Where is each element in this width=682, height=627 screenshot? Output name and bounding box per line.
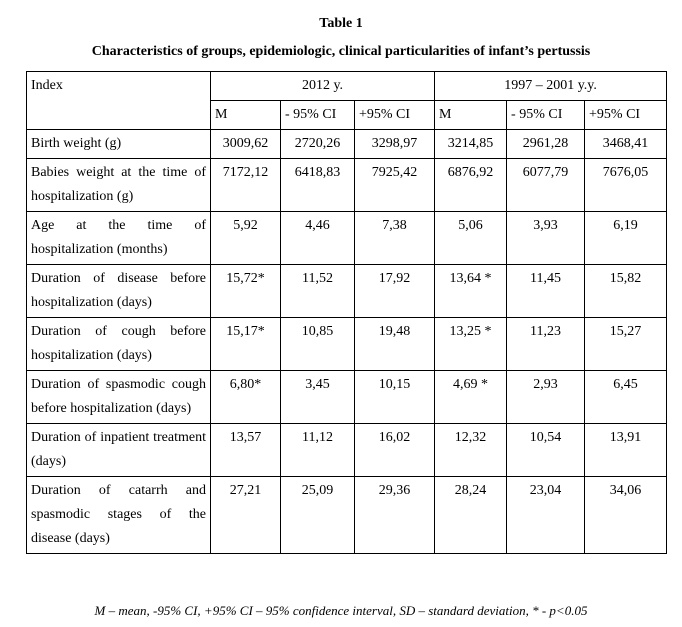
table-row [27,212,667,265]
row-value: 10,15 [355,371,435,424]
row-value: 7925,42 [355,159,435,212]
row-value: 5,92 [211,212,281,265]
header-group-2012: 2012 y. [211,72,435,101]
row-label: Duration of disease before hospitalization (days) [27,265,211,318]
row-value: 3214,85 [435,130,507,159]
row-value: 11,23 [507,318,585,371]
table-footnote: M – mean, -95% CI, +95% CI – 95% confidence interval, SD – standard deviation, * - p<0.05 [94,603,588,618]
row-value: 15,82 [585,265,667,318]
row-value: 13,91 [585,424,667,477]
row-label: Babies weight at the time of hospitalization (g) [27,159,211,212]
table-caption: Characteristics of groups, epidemiologic, clinical particularities of infant’s pertussis [91,44,591,59]
row-value: 29,36 [355,477,435,554]
header-ci-low-1997: - 95% CI [507,101,585,130]
row-value: 6077,79 [507,159,585,212]
row-value: 34,06 [585,477,667,554]
row-value: 15,72* [211,265,281,318]
table-row [27,371,667,424]
row-value: 11,12 [281,424,355,477]
header-group-1997-2001: 1997 – 2001 y.y. [435,72,667,101]
table-body [27,130,667,554]
row-value: 13,57 [211,424,281,477]
row-value: 7,38 [355,212,435,265]
row-value: 3009,62 [211,130,281,159]
header-mean-2012: M [211,101,281,130]
row-value: 10,54 [507,424,585,477]
header-index: Index [27,72,211,130]
row-value: 7172,12 [211,159,281,212]
header-ci-high-1997: +95% CI [585,101,667,130]
header-row-groups [27,72,667,101]
row-value: 6876,92 [435,159,507,212]
row-value: 2720,26 [281,130,355,159]
row-value: 3,93 [507,212,585,265]
row-label: Duration of inpatient treatment (days) [27,424,211,477]
row-value: 6418,83 [281,159,355,212]
row-value: 6,19 [585,212,667,265]
characteristics-table [26,71,667,554]
row-value: 11,45 [507,265,585,318]
table-row [27,318,667,371]
row-value: 19,48 [355,318,435,371]
row-value: 27,21 [211,477,281,554]
row-value: 25,09 [281,477,355,554]
row-value: 10,85 [281,318,355,371]
row-value: 12,32 [435,424,507,477]
header-ci-high-2012: +95% CI [355,101,435,130]
table-number: Table 1 [319,16,363,31]
row-label: Duration of spasmodic cough before hospitalization (days) [27,371,211,424]
row-value: 15,27 [585,318,667,371]
row-value: 28,24 [435,477,507,554]
table-row [27,159,667,212]
row-label: Duration of catarrh and spasmodic stages of the disease (days) [27,477,211,554]
table-row [27,477,667,554]
row-label: Duration of cough before hospitalization (days) [27,318,211,371]
row-label: Birth weight (g) [27,130,211,159]
header-ci-low-2012: - 95% CI [281,101,355,130]
row-value: 13,25 * [435,318,507,371]
row-label: Age at the time of hospitalization (months) [27,212,211,265]
header-mean-1997: M [435,101,507,130]
row-value: 5,06 [435,212,507,265]
row-value: 4,46 [281,212,355,265]
row-value: 13,64 * [435,265,507,318]
table-row [27,424,667,477]
table-row [27,265,667,318]
row-value: 17,92 [355,265,435,318]
row-value: 16,02 [355,424,435,477]
row-value: 6,80* [211,371,281,424]
row-value: 2961,28 [507,130,585,159]
row-value: 23,04 [507,477,585,554]
row-value: 2,93 [507,371,585,424]
row-value: 3,45 [281,371,355,424]
row-value: 11,52 [281,265,355,318]
row-value: 15,17* [211,318,281,371]
row-value: 3468,41 [585,130,667,159]
row-value: 3298,97 [355,130,435,159]
table-row [27,130,667,159]
row-value: 6,45 [585,371,667,424]
row-value: 7676,05 [585,159,667,212]
row-value: 4,69 * [435,371,507,424]
